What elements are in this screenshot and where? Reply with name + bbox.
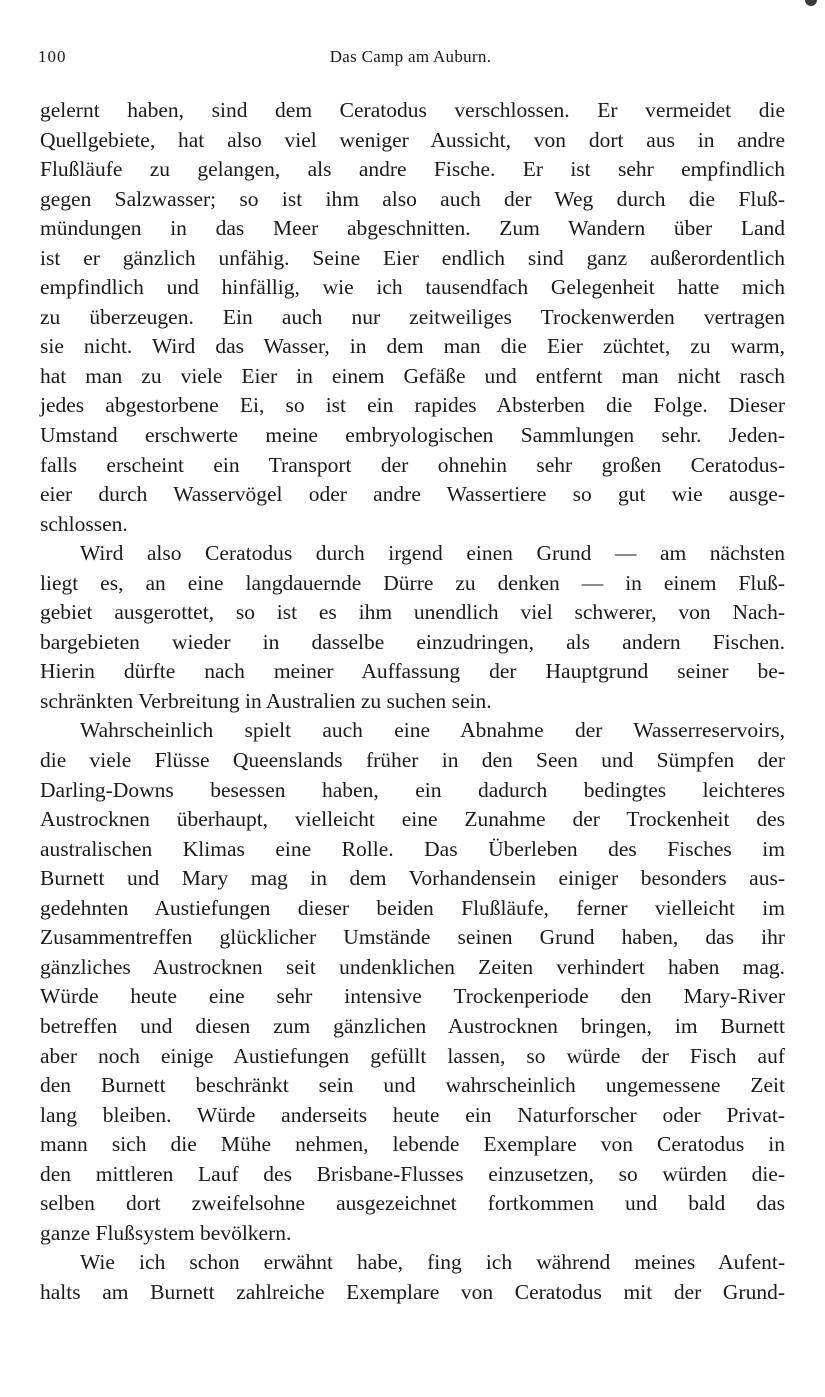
text-line: sie nicht. Wird das Wasser, in dem man die Eier züchtet, zu warm, (40, 334, 785, 359)
text-line: Umstand erschwerte meine embryologischen Sammlungen sehr. Jeden- (40, 423, 785, 448)
text-line: Wie ich schon erwähnt habe, fing ich während meines Aufent- (80, 1250, 785, 1275)
body-text (40, 96, 785, 1307)
text-line: bargebieten wieder in dasselbe einzudringen, als andern Fischen. (40, 629, 785, 654)
text-line: den Burnett beschränkt sein und wahrscheinlich ungemessene Zeit (40, 1073, 785, 1098)
text-line: hat man zu viele Eier in einem Gefäße und entfernt man nicht rasch (40, 363, 785, 388)
text-line: empfindlich und hinfällig, wie ich tausendfach Gelegenheit hatte mich (40, 275, 785, 300)
text-line: schränkten Verbreitung in Australien zu suchen sein. (40, 688, 492, 713)
text-line: ganze Flußsystem bevölkern. (40, 1220, 292, 1245)
text-line: Würde heute eine sehr intensive Trockenperiode den Mary-River (40, 984, 785, 1009)
text-line: aber noch einige Austiefungen gefüllt lassen, so würde der Fisch auf (40, 1043, 785, 1068)
text-line: australischen Klimas eine Rolle. Das Überleben des Fisches im (40, 836, 785, 861)
text-line: lang bleiben. Würde anderseits heute ein Naturforscher oder Privat- (40, 1102, 785, 1127)
scan-corner-mark (805, 0, 817, 6)
text-line: mündungen in das Meer abgeschnitten. Zum Wandern über Land (40, 216, 785, 241)
text-line: Zusammentreffen glücklicher Umstände seinen Grund haben, das ihr (40, 925, 785, 950)
text-line: die viele Flüsse Queenslands früher in den Seen und Sümpfen der (40, 748, 785, 773)
page-number: 100 (38, 47, 67, 66)
text-line: Flußläufe zu gelangen, als andre Fische. Er ist sehr empfindlich (40, 157, 785, 182)
text-line: den mittleren Lauf des Brisbane-Flusses einzusetzen, so würden die- (40, 1161, 785, 1186)
page-header (38, 47, 783, 73)
text-line: Austrocknen überhaupt, vielleicht eine Zunahme der Trockenheit des (40, 807, 785, 832)
text-line: Darling-Downs besessen haben, ein dadurch bedingtes leichteres (40, 777, 785, 802)
running-title: Das Camp am Auburn. (329, 47, 492, 66)
text-line: halts am Burnett zahlreiche Exemplare von Ceratodus mit der Grund- (40, 1279, 785, 1304)
text-line: Wahrscheinlich spielt auch eine Abnahme der Wasserreservoirs, (80, 718, 785, 743)
text-line: gedehnten Austiefungen dieser beiden Flußläufe, ferner vielleicht im (40, 895, 785, 920)
text-line: Quellgebiete, hat also viel weniger Aussicht, von dort aus in andre (40, 127, 785, 152)
text-line: Burnett und Mary mag in dem Vorhandensein einiger besonders aus- (40, 866, 785, 891)
text-line: eier durch Wasservögel oder andre Wassertiere so gut wie ausge- (40, 482, 785, 507)
text-line: Hierin dürfte nach meiner Auffassung der Hauptgrund seiner be- (40, 659, 785, 684)
text-line: betreffen und diesen zum gänzlichen Austrocknen bringen, im Burnett (40, 1013, 785, 1038)
text-line: gänzliches Austrocknen seit undenklichen Zeiten verhindert haben mag. (40, 954, 785, 979)
text-line: zu überzeugen. Ein auch nur zeitweiliges Trockenwerden vertragen (40, 304, 785, 329)
text-line: liegt es, an eine langdauernde Dürre zu denken — in einem Fluß- (40, 570, 785, 595)
text-line: selben dort zweifelsohne ausgezeichnet fortkommen und bald das (40, 1191, 785, 1216)
text-line: mann sich die Mühe nehmen, lebende Exemplare von Ceratodus in (40, 1132, 785, 1157)
text-line: gelernt haben, sind dem Ceratodus verschlossen. Er vermeidet die (40, 98, 785, 122)
text-line: jedes abgestorbene Ei, so ist ein rapides Absterben die Folge. Dieser (40, 393, 785, 418)
text-line: falls erscheint ein Transport der ohnehin sehr großen Ceratodus- (40, 452, 785, 477)
text-line: gebiet ausgerottet, so ist es ihm unendlich viel schwerer, von Nach- (40, 600, 785, 625)
text-line: schlossen. (40, 511, 128, 536)
text-line: gegen Salzwasser; so ist ihm also auch der Weg durch die Fluß- (40, 186, 785, 211)
text-line: ist er gänzlich unfähig. Seine Eier endlich sind ganz außerordentlich (40, 245, 785, 270)
text-line: Wird also Ceratodus durch irgend einen Grund — am nächsten (80, 541, 785, 566)
